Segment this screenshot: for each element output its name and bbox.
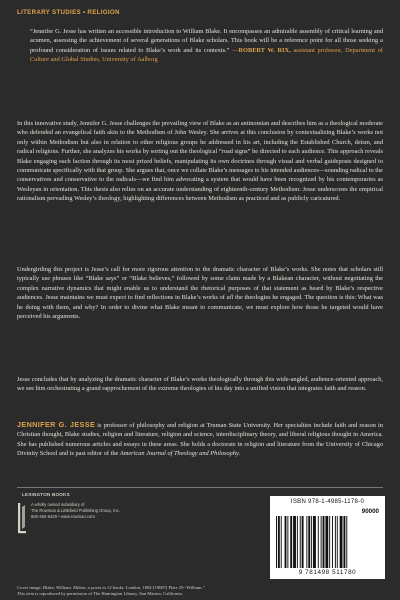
divider	[17, 487, 383, 488]
publisher-name: LEXINGTON BOOKS	[22, 492, 70, 497]
bio-text-2: .	[238, 450, 241, 458]
publisher-info	[31, 502, 141, 521]
barcode-bars	[276, 516, 379, 568]
price-code: 90000	[361, 508, 379, 515]
description-paragraph-2: Undergirding this project is Jesse’s call for more rigorous attention to the dramatic character of Blake’s works. She notes that scholars still typically use phrases like “Blake says” or “Blake believes,” followed by some claim made by a Blakean character, without negotiating the complex narrative dynamics that might enable us to understand the rhetorical purposes of that statement as heard by Blake’s respective audiences. Jesse maintains we must expect to find reflections in Blake’s works of all the theologies he engaged. The question is this: What was he doing with them, and why? In order to divine what Blake meant to communicate, we must explore how those he targeted would have perceived his arguments.	[17, 266, 383, 321]
credit-line-2: This item is reproduced by permission of The Huntington Library, San Marino, California.	[17, 591, 183, 596]
barcode	[270, 496, 385, 579]
bio-text-1: is professor of philosophy and religion at Truman State University. Her specialties include faith and reason in Christian thought, Blake studies, religion and literature, religion and science, interdisciplinary theory, and liberal religious thought in America. She has published numerous articles and essays in these areas. She holds a doctorate in religion and literature from the University of Chicago Divinity School and is past editor of the	[17, 422, 383, 458]
isbn-text: ISBN 978-1-4985-1178-0	[290, 499, 365, 505]
author-bio	[17, 420, 383, 459]
journal-title: American Journal of Theology and Philosophy	[119, 450, 239, 458]
publisher-logo-icon	[17, 503, 27, 541]
publisher-line-3: 800-462-6420 • www.rowman.com	[31, 514, 95, 520]
category-label: LITERARY STUDIES • RELIGION	[17, 9, 120, 16]
endorsement-quote	[30, 27, 383, 65]
barcode-digits: 9 781498 511780	[298, 569, 357, 576]
endorser-name: ROBERT W. RIX,	[238, 46, 291, 54]
publisher-line-2: The Rowman & Littlefield Publishing Group, Inc.	[31, 508, 120, 514]
description-paragraph-1: In this innovative study, Jennifer G. Jesse challenges the prevailing view of Blake as an antinomian and describes him as a theological moderate who defended an evangelical faith akin to the Methodism of John Wesley. She arrives at this conclusion by contextualizing Blake’s works not only within Methodism but also in relation to other religious groups he addressed in his art, including the Established Church, deism, and radical religions. Further, she analyzes his works by sorting out the theological “road signs” he directed to each audience. This approach reveals Blake engaging each faction through its most prized beliefs, manipulating its own doctrines through visual and verbal guideposts designed to communicate specifically with that group. She argues that, once we collate Blake’s messages to his intended audiences—sounding radical to the conservatives and conservative to the radicals—we find him advocating a system that would have been recognized by his contemporaries as Wesleyan in orientation. This thesis also relies on an accurate understanding of eighteenth-century Methodism: Jesse underscores the empirical rationalism pervading Wesley’s theology, highlighting differences between Methodism as practiced and as publicly caricatured.	[17, 120, 383, 203]
author-name: JENNIFER G. JESSE	[17, 420, 96, 429]
publisher-line-1: A wholly owned subsidiary of	[31, 502, 85, 507]
quote-text: “Jennifer G. Jesse has written an accessible introduction to William Blake. It encompasses an admirable assembly of critical learning and acumen, assessing the achievement of several generations of Blake scholars. This book will be a reference point for all those seeking a profound consideration of issues related to Blake’s work and its contexts.”	[30, 28, 383, 54]
quote-attribution: —ROBERT W. RIX, assistant professor, Department of Culture and Global Studies, University of Aalborg	[30, 46, 384, 64]
cover-credits	[17, 585, 383, 597]
endorser-title: assistant professor, Department of Culture and Global Studies, University of Aalborg	[30, 46, 384, 64]
publisher-block	[17, 492, 177, 582]
credit-line-1: Cover image: Blake, William. Milton, a poem in 12 books. London, 1804-[1808?] Plate 29 “William.”	[17, 585, 205, 590]
description-paragraph-3: Jesse concludes that by analyzing the dramatic character of Blake’s works theologically through this wide-angled, audience-oriented approach, we see him orchestrating a grand rapprochement of the extreme theologies of his day into a unified vision that integrates faith and reason.	[17, 376, 383, 393]
